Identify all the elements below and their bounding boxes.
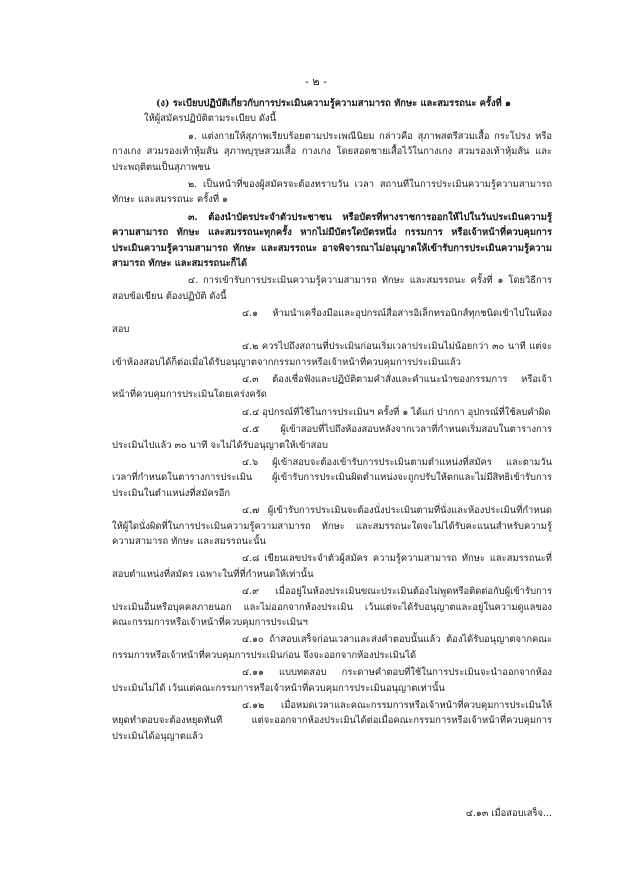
rule-subitem: ๔.๓ ต้องเชื่อฟังและปฏิบัติตามคำสั่งและคำแนะนำของกรรมการ หรือเจ้าหน้าที่ควบคุมการประเมินโดยเคร่งครัด <box>112 373 552 401</box>
rule-subitem: ๔.๙ เมื่ออยู่ในห้องประเมินขณะประเมินต้องไม่พูดหรือติดต่อกับผู้เข้ารับการประเมินอื่นหรือบุคคลภายนอก และไม่ออกจากห้องประเมิน เว้นแต่จะได้รับอนุญาตและอยู่ในความดูแลของคณะกรรมการหรือเจ้าหน้าที่ควบคุมการประเมินฯ <box>112 586 552 628</box>
rule-subitem: ๔.๑๒ เมื่อหมดเวลาและคณะกรรมการหรือเจ้าหน้าที่ควบคุมการประเมินให้หยุดทำตอบจะต้องหยุดทันที แต่จะออกจากห้องประเมินได้ต่อเมื่อคณะกรรมการหรือเจ้าหน้าที่ควบคุมการประเมินได้อนุญาตแล้ว <box>112 700 552 742</box>
section-heading: (ง) ระเบียบปฏิบัติเกี่ยวกับการประเมินความรู้ความสามารถ ทักษะ และสมรรถนะ ครั้งที่ ๑ <box>156 98 511 109</box>
rule-subitem: ๔.๕ ผู้เข้าสอบที่ไปถึงห้องสอบหลังจากเวลาที่กำหนดเริ่มสอบในตารางการประเมินไปแล้ว ๓๐ นาที จะไม่ได้รับอนุญาตให้เข้าสอบ <box>112 424 552 451</box>
rule-item: ๔. การเข้ารับการประเมินความรู้ความสามารถ ทักษะ และสมรรถนะ ครั้งที่ ๑ โดยวิธีการสอบข้อเขียน ต้องปฏิบัติ ดังนี้ <box>112 275 552 302</box>
continuation-text: ๔.๑๓ เมื่อสอบเสร็จ... <box>465 808 552 819</box>
rule-subitem: ๔.๒ ควรไปถึงสถานที่ประเมินก่อนเริ่มเวลาประเมินไม่น้อยกว่า ๓๐ นาที แต่จะเข้าห้องสอบได้ก็ต่อเมื่อได้รับอนุญาตจากกรรมการหรือเจ้าหน้าที่ควบคุมการประเมินแล้ว <box>112 341 552 368</box>
rule-subitem: ๔.๔ อุปกรณ์ที่ใช้ในการประเมินฯ ครั้งที่ ๑ ได้แก่ ปากกา อุปกรณ์ที่ใช้ลบคำผิด <box>242 406 551 418</box>
rule-item: ๑. แต่งกายให้สุภาพเรียบร้อยตามประเพณีนิยม กล่าวคือ สุภาพสตรีสวมเสื้อ กระโปรง หรือกางเกง สวมรองเท้าหุ้มส้น สุภาพบุรุษสวมเสื้อ กางเกง โดยสอดชายเสื้อไว้ในกางเกง สวมรองเท้าหุ้มส้น และประพฤติตนเป็นสุภาพชน <box>112 130 552 173</box>
rule-subitem: ๔.๑๐ ถ้าสอบเสร็จก่อนเวลาและส่งคำตอบนั้นแล้ว ต้องได้รับอนุญาตจากคณะกรรมการหรือเจ้าหน้าที่ควบคุมการประเมินก่อน จึงจะออกจากห้องประเมินได้ <box>112 634 552 661</box>
rule-item: ๒. เป็นหน้าที่ของผู้สมัครจะต้องทราบวัน เวลา สถานที่ในการประเมินความรู้ความสามารถ ทักษะ และสมรรถนะ ครั้งที่ ๑ <box>112 179 552 206</box>
rule-subitem: ๔.๘ เขียนเลขประจำตัวผู้สมัคร ความรู้ความสามารถ ทักษะ และสมรรถนะที่สอบตำแหน่งที่สมัคร เฉพาะในที่ที่กำหนดให้เท่านั้น <box>112 553 552 580</box>
rule-subitem: ๔.๗ ผู้เข้ารับการประเมินจะต้องนั่งประเมินตามที่นั่งและห้องประเมินที่กำหนดให้ผู้ใดนั่งผิดที่ในการประเมินความรู้ความสามารถ ทักษะ และสมรรถนะใดจะไม่ได้รับคะแนนสำหรับความรู้ความสามารถ ทักษะ และสมรรถนะนั้น <box>112 505 552 547</box>
rule-subitem: ๔.๑ ห้ามนำเครื่องมือและอุปกรณ์สื่อสารอิเล็กทรอนิกส์ทุกชนิดเข้าไปในห้องสอบ <box>112 308 552 335</box>
rule-subitem: ๔.๖ ผู้เข้าสอบจะต้องเข้ารับการประเมินตามตำแหน่งที่สมัคร และตามวัน เวลาที่กำหนดในตารางการประเมิน ผู้เข้ารับการประเมินผิดตำแหน่งจะถูกปรับให้ตกและไม่มีสิทธิเข้ารับการประเมินในตำแหน่งที่สมัครอีก <box>112 456 552 499</box>
rule-item: ๓. ต้องนำบัตรประจำตัวประชาชน หรือบัตรที่ทางราชการออกให้ไปในวันประเมินความรู้ความสามารถ ทักษะ และสมรรถนะทุกครั้ง หากไม่มีบัตรใดบัตรหนึ่ง กรรมการ หรือเจ้าหน้าที่ควบคุมการประเมินความรู้ความสามารถ ทักษะ และสมรรถนะ อาจพิจารณาไม่อนุญาตให้เข้ารับการประเมินความรู้ความสามารถ ทักษะ และสมรรถนะก็ได้ <box>112 211 552 270</box>
document-body <box>112 96 552 744</box>
intro-text: ให้ผู้สมัครปฏิบัติตามระเบียบ ดังนี้ <box>144 113 277 125</box>
page-number: - ๒ - <box>305 75 327 88</box>
rule-subitem: ๔.๑๑ แบบทดสอบ กระดาษคำตอบที่ใช้ในการประเมินจะนำออกจากห้องประเมินไม่ได้ เว้นแต่คณะกรรมการหรือเจ้าหน้าที่ควบคุมการประเมินอนุญาตเท่านั้น <box>112 667 552 694</box>
